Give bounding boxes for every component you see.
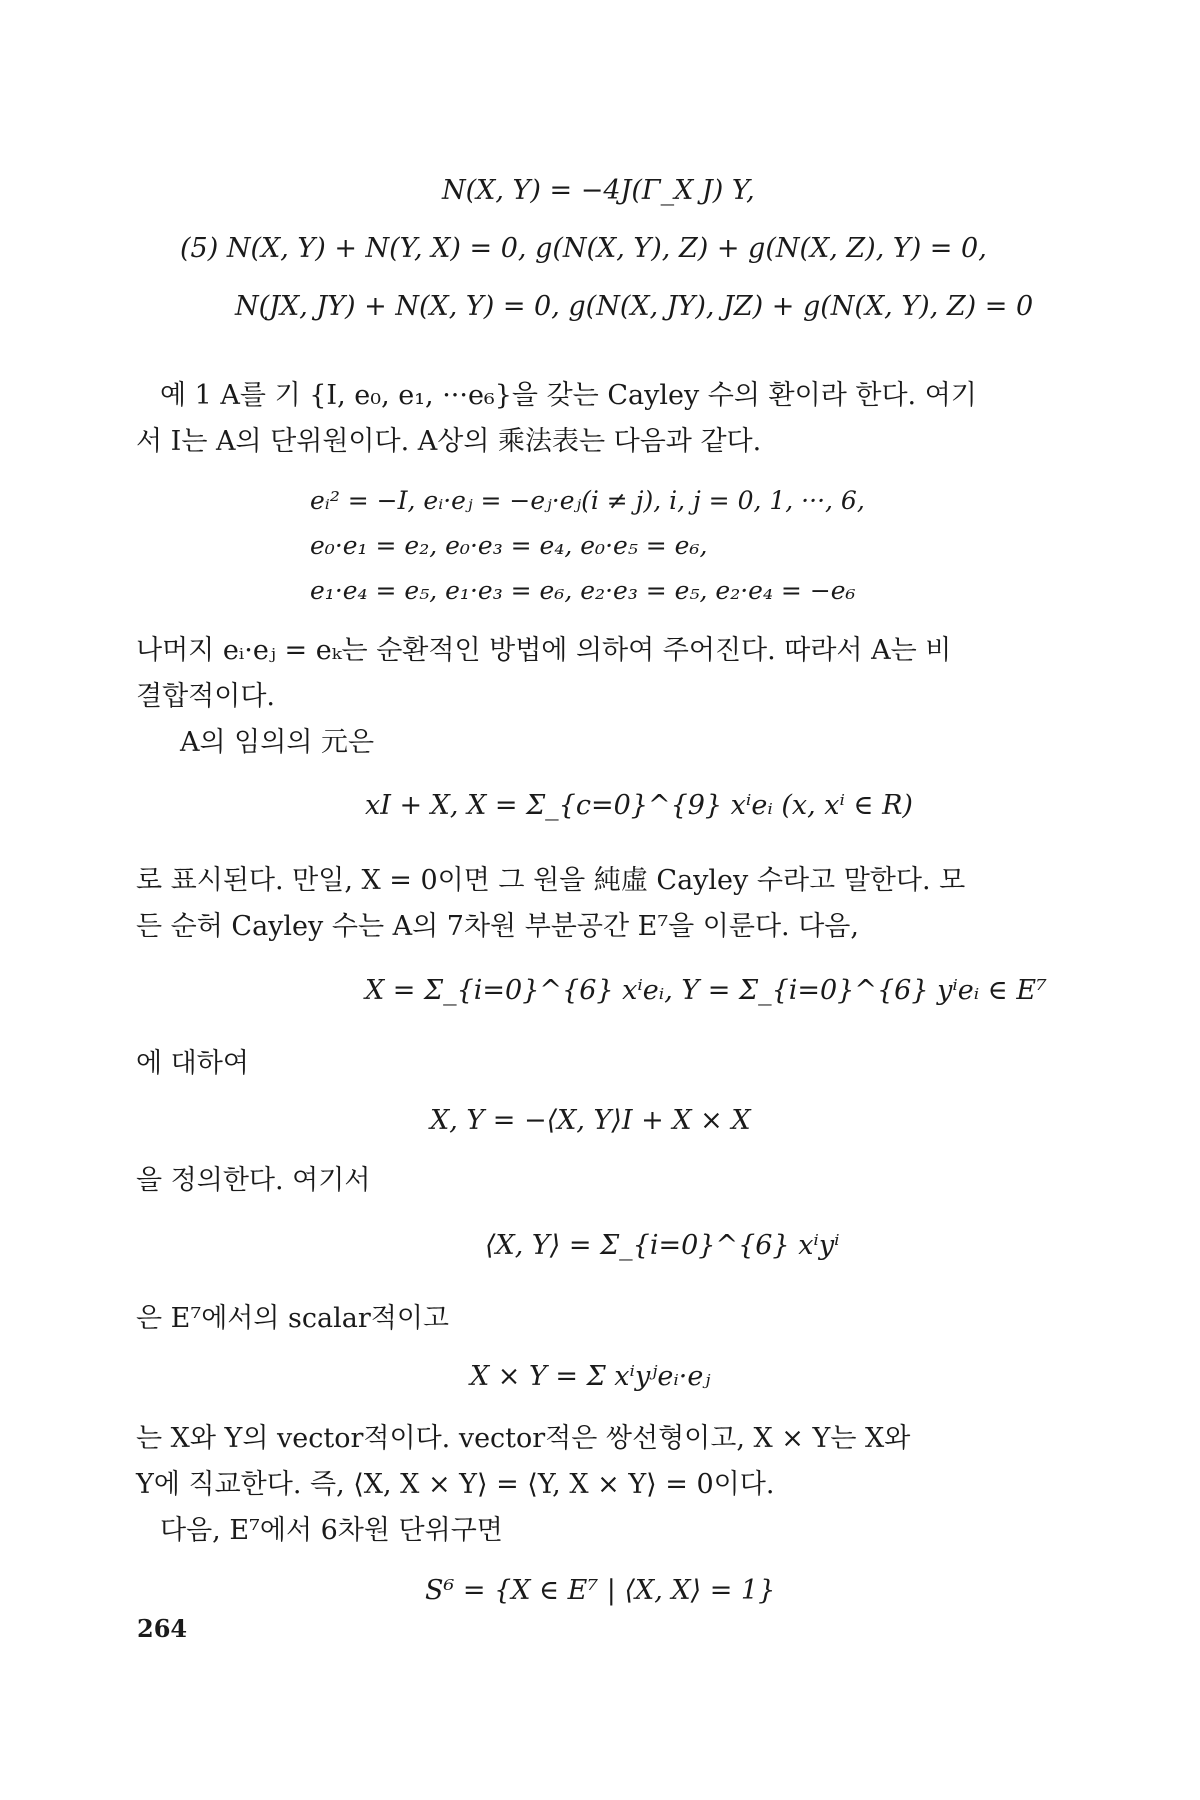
text-for: 에 대하여	[136, 1048, 249, 1079]
paragraph-vector-product-line1: 는 X와 Y의 vector적이다. vector적은 쌍선형이고, X × Y는 X와	[136, 1423, 911, 1454]
text-define: 을 정의한다. 여기서	[136, 1165, 371, 1196]
example-1-line1: 예 1 A를 기 {I, e₀, e₁, ···e₆}을 갖는 Cayley 수의 환이라 한다. 여기	[160, 380, 977, 411]
multiplication-table-row3: e₁·e₄ = e₅, e₁·e₃ = e₆, e₂·e₃ = e₅, e₂·e₄ = −e₆	[310, 576, 856, 605]
paragraph-pure-cayley-line2: 든 순허 Cayley 수는 A의 7차원 부분공간 E⁷을 이룬다. 다음,	[136, 911, 859, 942]
formula-cross-product: X × Y = Σ xⁱyʲeᵢ·eⱼ	[470, 1361, 711, 1392]
page-number: 264	[137, 1614, 188, 1643]
formula-5-line2: N(JX, JY) + N(X, Y) = 0, g(N(X, JY), JZ) + g(N(X, Y), Z) = 0	[235, 291, 1034, 322]
formula-unit-sphere: S⁶ = {X ∈ E⁷ | ⟨X, X⟩ = 1}	[425, 1575, 776, 1606]
formula-general-element: xI + X, X = Σ_{c=0}^{9} xⁱeᵢ (x, xⁱ ∈ R)	[365, 790, 913, 821]
paragraph-pure-cayley-line1: 로 표시된다. 만일, X = 0이면 그 원을 純虛 Cayley 수라고 말한다. 모	[136, 865, 966, 896]
paragraph-remaining-products-line1: 나머지 eᵢ·eⱼ = eₖ는 순환적인 방법에 의하여 주어진다. 따라서 A는 비	[136, 635, 952, 666]
text-scalar-product: 은 E⁷에서의 scalar적이고	[136, 1303, 449, 1334]
formula-5-line1: (5) N(X, Y) + N(Y, X) = 0, g(N(X, Y), Z) + g(N(X, Z), Y) = 0,	[180, 233, 987, 264]
multiplication-table-row1: eᵢ² = −I, eᵢ·eⱼ = −eⱼ·eⱼ(i ≠ j), i, j = 0, 1, ···, 6,	[310, 486, 865, 515]
formula-product-definition: X, Y = −⟨X, Y⟩I + X × X	[430, 1105, 751, 1136]
element-intro: A의 임의의 元은	[180, 727, 375, 758]
formula-scalar-product: ⟨X, Y⟩ = Σ_{i=0}^{6} xⁱyⁱ	[485, 1230, 840, 1261]
paragraph-remaining-products-line2: 결합적이다.	[136, 681, 275, 712]
sphere-intro: 다음, E⁷에서 6차원 단위구면	[160, 1515, 503, 1546]
formula-x-y-vectors: X = Σ_{i=0}^{6} xⁱeᵢ, Y = Σ_{i=0}^{6} yⁱeᵢ ∈ E⁷	[365, 975, 1047, 1006]
paragraph-vector-product-line2: Y에 직교한다. 즉, ⟨X, X × Y⟩ = ⟨Y, X × Y⟩ = 0이다.	[136, 1469, 775, 1500]
example-1-line2: 서 I는 A의 단위원이다. A상의 乘法表는 다음과 같다.	[136, 426, 762, 457]
formula-n-definition: N(X, Y) = −4J(Γ_X J) Y,	[442, 175, 755, 206]
multiplication-table-row2: e₀·e₁ = e₂, e₀·e₃ = e₄, e₀·e₅ = e₆,	[310, 531, 708, 560]
